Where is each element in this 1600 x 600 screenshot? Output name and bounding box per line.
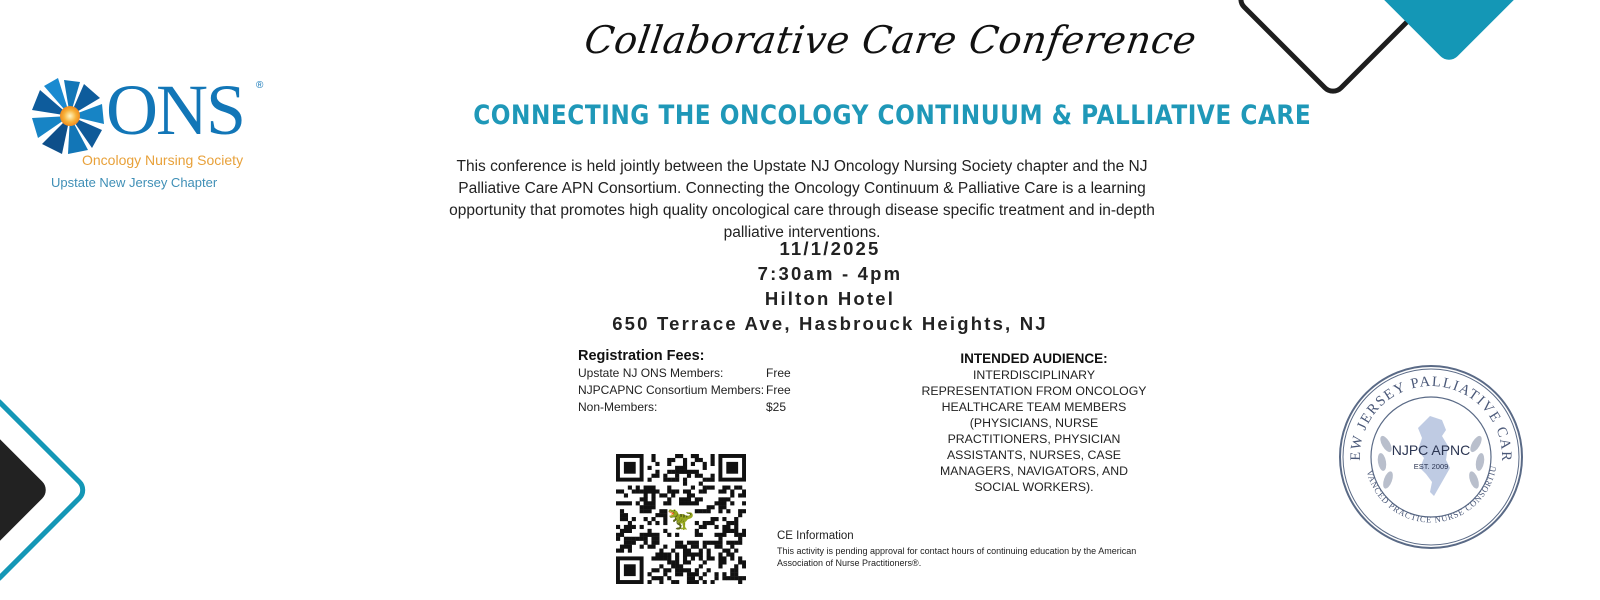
event-address: 650 Terrace Ave, Hasbrouck Heights, NJ bbox=[612, 313, 1048, 334]
seal-ring-top-text: EW JERSEY PALLIATIVE CAR bbox=[1347, 373, 1515, 463]
ons-society-name: Oncology Nursing Society bbox=[82, 152, 244, 168]
seal-graphic bbox=[1338, 364, 1524, 550]
seal-est-text: EST. 2009 bbox=[1413, 462, 1449, 471]
fee-value: Free bbox=[766, 383, 791, 397]
dinosaur-icon: 🦖 bbox=[667, 506, 695, 531]
description: This conference is held jointly between the Upstate NJ Oncology Nursing Society chapter and the NJ Palliative Care APN Consortium. Connecting the Oncology Continuum & Palliative Care is a learning opportunity that promotes high quality oncological care through disease specific treatment and in-depth palliative interventions. bbox=[449, 158, 1155, 241]
ons-chapter-name: Upstate New Jersey Chapter bbox=[51, 175, 218, 190]
event-venue: Hilton Hotel bbox=[764, 288, 896, 309]
fee-row bbox=[578, 400, 838, 417]
registration-fees bbox=[578, 348, 838, 417]
seal-ring-bottom-text: VANCED PRACTICE NURSE CONSORTIU bbox=[1364, 464, 1499, 525]
fee-name: NJPCAPNC Consortium Members: bbox=[578, 383, 765, 397]
fee-row bbox=[578, 366, 838, 383]
qr-code bbox=[616, 454, 746, 584]
event-details bbox=[500, 236, 1160, 336]
intended-audience bbox=[918, 351, 1150, 495]
main-title: CONNECTING THE ONCOLOGY CONTINUUM & PALLIATIVE CARE bbox=[473, 100, 1312, 131]
fees-heading: Registration Fees: bbox=[578, 348, 705, 364]
script-title: Collaborative Care Conference bbox=[581, 18, 1200, 62]
event-date: 11/1/2025 bbox=[779, 238, 881, 259]
fee-row bbox=[578, 383, 838, 400]
registration-qr-code[interactable] bbox=[616, 454, 746, 584]
audience-heading: INTENDED AUDIENCE: bbox=[960, 351, 1108, 366]
fee-name: Non-Members: bbox=[578, 400, 658, 414]
event-time: 7:30am - 4pm bbox=[757, 263, 903, 284]
fee-name: Upstate NJ ONS Members: bbox=[578, 366, 724, 380]
fee-value: Free bbox=[766, 366, 791, 380]
ce-heading: CE Information bbox=[777, 530, 854, 542]
ce-text: This activity is pending approval for contact hours of continuing education by the American Association of Nurse Practitioners®. bbox=[777, 546, 1137, 568]
audience-body: INTERDISCIPLINARY REPRESENTATION FROM ONCOLOGY HEALTHCARE TEAM MEMBERS (PHYSICIANS, NURSE PRACTITIONERS, PHYSICIAN ASSISTANTS, NURSES, CASE MANAGERS, NAVIGATORS, AND SOCIAL WORKERS). bbox=[921, 368, 1147, 494]
ce-information bbox=[777, 530, 1177, 569]
fee-value: $25 bbox=[766, 400, 787, 414]
registered-mark: ® bbox=[256, 80, 264, 91]
ons-logo bbox=[30, 70, 270, 194]
ons-fan-icon bbox=[30, 78, 110, 158]
ons-wordmark: ONS bbox=[106, 70, 245, 150]
njpc-apnc-seal bbox=[1338, 364, 1524, 550]
seal-center-text: NJPC APNC bbox=[1391, 442, 1471, 458]
